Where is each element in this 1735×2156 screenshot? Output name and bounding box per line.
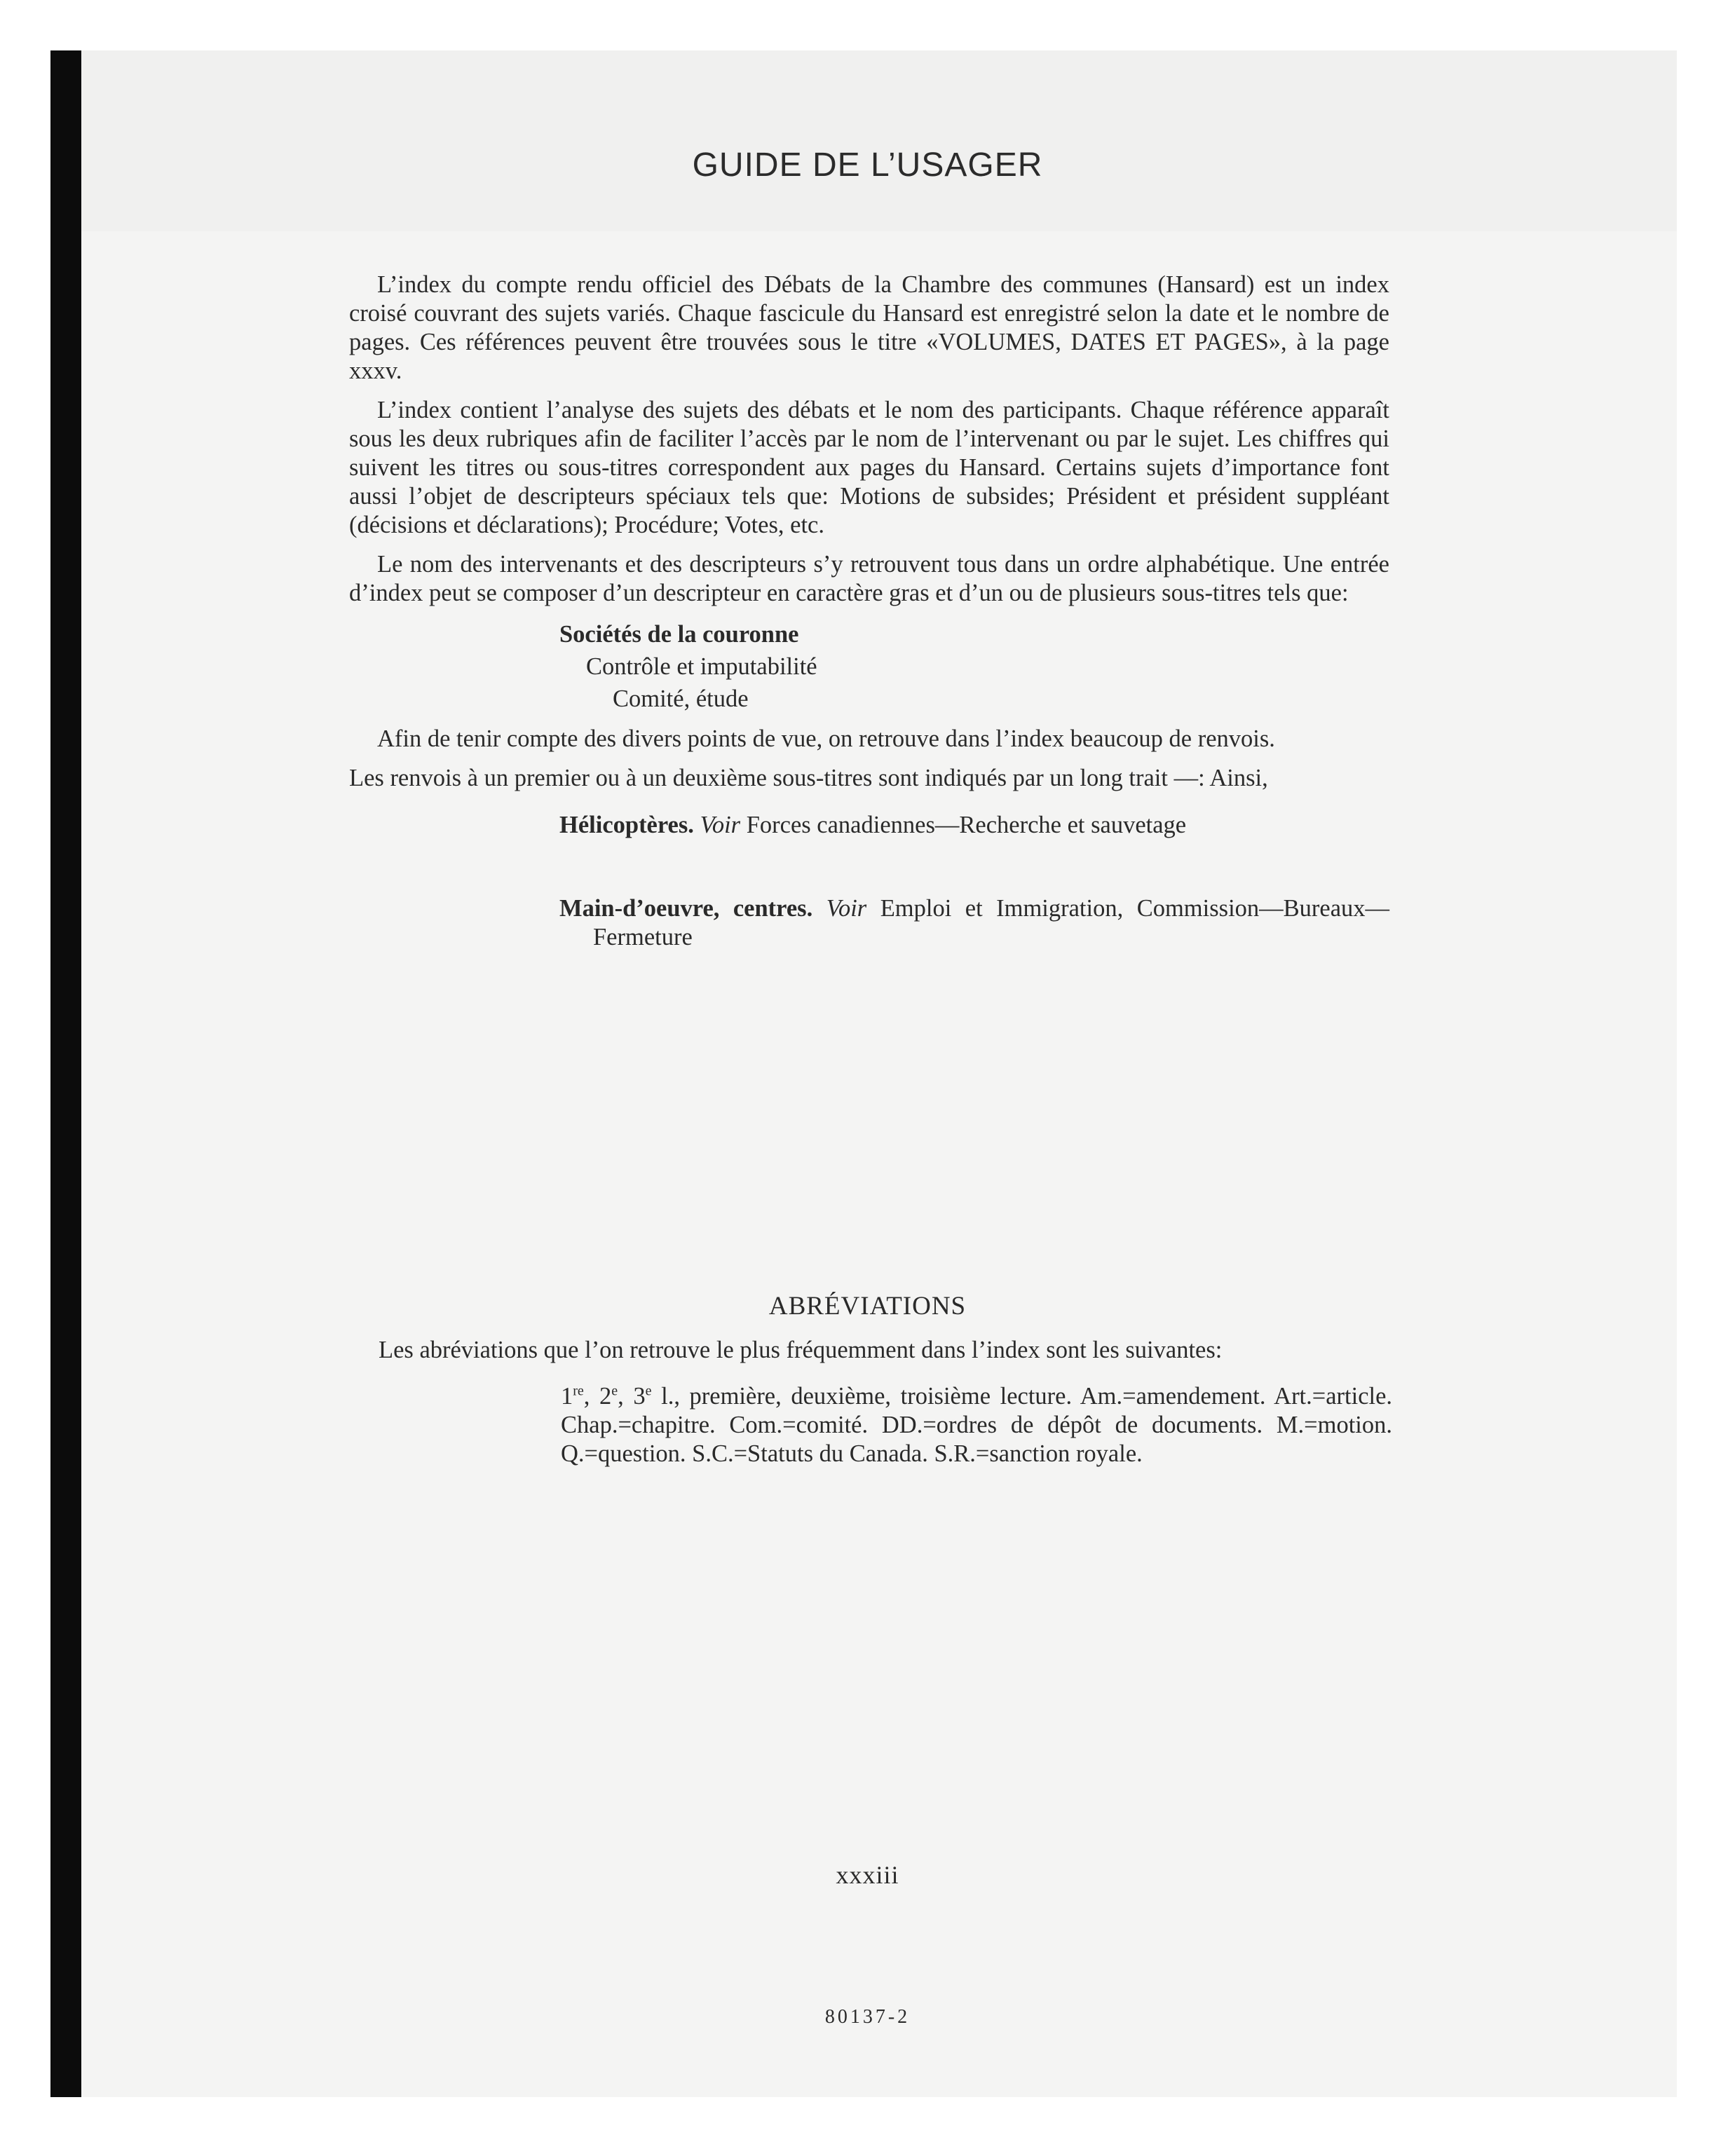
xref-target: Forces canadiennes—Recherche et sauvetage: [746, 812, 1187, 838]
scan-edge-bar: [50, 50, 81, 2097]
ordinal-first-sup: re: [573, 1383, 584, 1399]
ordinal-third: 3: [633, 1383, 646, 1410]
xref-example-main-doeuvre: [559, 894, 1389, 952]
xref-target: Emploi et Immigration, Commission—Bureaux—Fermeture: [593, 895, 1390, 950]
print-code: 80137-2: [824, 2006, 911, 2028]
abbreviations-list: 1re, 2e, 3e l., première, deuxième, troisième lecture. Am.=amendement. Art.=article. Chap.=chapitre. Com.=comité. DD.=ordres de dépôt de documents. M.=motion. Q.=question. S.C.=Statuts du Canada. S.R.=sanction royale.: [561, 1383, 1393, 1467]
xref-voir: Voir: [700, 812, 741, 838]
ordinal-third-sup: e: [645, 1383, 652, 1399]
example-subtitle-level2: Comité, étude: [613, 685, 749, 712]
guide-body: [349, 271, 1389, 952]
page-number: xxxiii: [836, 1861, 899, 1889]
ordinal-first: 1: [561, 1383, 573, 1410]
ordinal-second-sup: e: [611, 1383, 618, 1399]
example-subtitle-level1: Contrôle et imputabilité: [586, 653, 817, 680]
example-index-entry: [559, 618, 1389, 715]
long-dash-paragraph: Les renvois à un premier ou à un deuxième sous-titres sont indiqués par un long trait —: Ainsi,: [349, 765, 1268, 791]
alphabetical-paragraph: Le nom des intervenants et des descripteurs s’y retrouvent tous dans un ordre alphabétique. Une entrée d’index peut se composer d’un descripteur en caractère gras et d’un ou de plusieurs sous-titres tels que:: [349, 551, 1389, 606]
abbreviations-intro: Les abréviations que l’on retrouve le plus fréquemment dans l’index sont les suivantes:: [379, 1337, 1223, 1363]
analysis-paragraph: L’index contient l’analyse des sujets des débats et le nom des participants. Chaque référence apparaît sous les deux rubriques afin de faciliter l’accès par le nom de l’intervenant ou par le sujet. Les chiffres qui suivent les titres ou sous-titres correspondent aux pages du Hansard. Certains sujets d’importance font aussi l’objet de descripteurs spéciaux tels que: Motions de subsides; Président et président suppléant (décisions et déclarations); Procédure; Votes, etc.: [349, 397, 1389, 538]
example-descriptor: Sociétés de la couronne: [559, 621, 799, 648]
ordinal-second: 2: [599, 1383, 612, 1410]
xref-voir: Voir: [826, 895, 867, 922]
renvois-paragraph: Afin de tenir compte des divers points de vue, on retrouve dans l’index beaucoup de renvois.: [377, 725, 1275, 752]
xref-term: Hélicoptères.: [559, 812, 694, 838]
abbreviations-text: l., première, deuxième, troisième lecture. Am.=amendement. Art.=article. Chap.=chapitre. Com.=comité. DD.=ordres de dépôt de documents. M.=motion. Q.=question. S.C.=Statuts du Canada. S.R.=sanction royale.: [561, 1383, 1393, 1467]
xref-example-helicopteres: [559, 811, 1389, 840]
xref-term: Main-d’oeuvre, centres.: [559, 895, 813, 922]
abbreviations-title: ABRÉVIATIONS: [768, 1292, 967, 1321]
intro-paragraph: L’index du compte rendu officiel des Débats de la Chambre des communes (Hansard) est un index croisé couvrant des sujets variés. Chaque fascicule du Hansard est enregistré selon la date et le nombre de pages. Ces références peuvent être trouvées sous le titre «VOLUMES, DATES ET PAGES», à la page xxxv.: [349, 271, 1389, 384]
page-title: GUIDE DE L’USAGER: [692, 146, 1043, 184]
header-band: [81, 50, 1677, 231]
